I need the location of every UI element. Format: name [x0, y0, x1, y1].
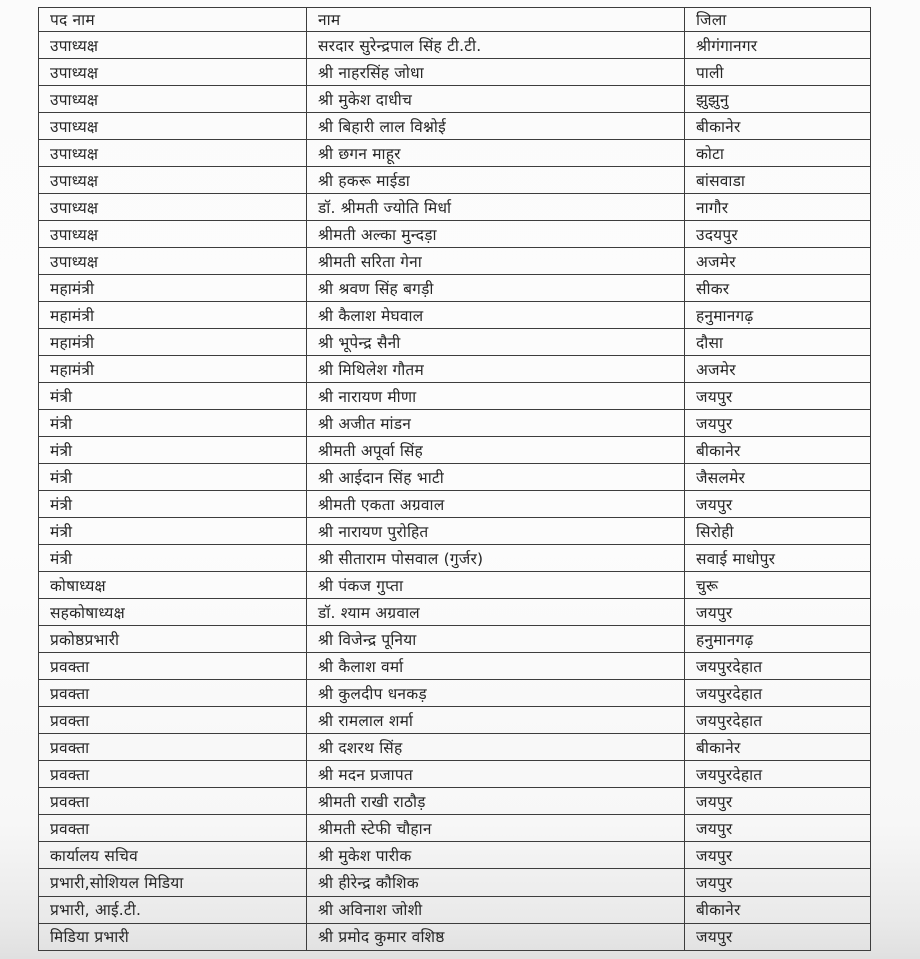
cell-position: उपाध्यक्ष — [39, 194, 307, 221]
cell-name: श्री कैलाश वर्मा — [307, 653, 685, 680]
table-row — [39, 383, 871, 410]
cell-position: उपाध्यक्ष — [39, 167, 307, 194]
cell-district: जयपुर — [685, 869, 871, 896]
cell-name: श्रीमती राखी राठौड़ — [307, 788, 685, 815]
cell-district: बीकानेर — [685, 896, 871, 923]
cell-position: मंत्री — [39, 545, 307, 572]
cell-name: सरदार सुरेन्द्रपाल सिंह टी.टी. — [307, 32, 685, 59]
cell-name: श्री विजेन्द्र पूनिया — [307, 626, 685, 653]
table-row — [39, 275, 871, 302]
cell-name: श्री अजीत मांडन — [307, 410, 685, 437]
cell-district: चुरू — [685, 572, 871, 599]
column-header-position: पद नाम — [39, 8, 307, 32]
table-body — [39, 32, 871, 951]
cell-name: श्री अविनाश जोशी — [307, 896, 685, 923]
table-row — [39, 734, 871, 761]
cell-name: श्री आईदान सिंह भाटी — [307, 464, 685, 491]
column-header-name: नाम — [307, 8, 685, 32]
cell-name: श्री मुकेश पारीक — [307, 842, 685, 869]
table-header — [39, 8, 871, 32]
table-row — [39, 194, 871, 221]
table-row — [39, 572, 871, 599]
cell-district: हनुमानगढ़ — [685, 302, 871, 329]
cell-district: बीकानेर — [685, 734, 871, 761]
cell-district: नागौर — [685, 194, 871, 221]
cell-position: महामंत्री — [39, 302, 307, 329]
table-row — [39, 869, 871, 896]
cell-name: श्री छगन माहूर — [307, 140, 685, 167]
cell-position: उपाध्यक्ष — [39, 221, 307, 248]
cell-name: श्री मुकेश दाधीच — [307, 86, 685, 113]
cell-district: बीकानेर — [685, 113, 871, 140]
table-row — [39, 842, 871, 869]
cell-position: प्रकोष्ठप्रभारी — [39, 626, 307, 653]
cell-name: श्री बिहारी लाल विश्नोई — [307, 113, 685, 140]
cell-position: महामंत्री — [39, 329, 307, 356]
cell-position: प्रवक्ता — [39, 653, 307, 680]
cell-position: उपाध्यक्ष — [39, 86, 307, 113]
table-row — [39, 356, 871, 383]
cell-name: श्री श्रवण सिंह बगड़ी — [307, 275, 685, 302]
cell-district: जयपुर — [685, 815, 871, 842]
cell-district: जयपुर — [685, 410, 871, 437]
cell-position: प्रवक्ता — [39, 734, 307, 761]
cell-district: जयपुरदेहात — [685, 707, 871, 734]
cell-district: उदयपुर — [685, 221, 871, 248]
table-row — [39, 140, 871, 167]
cell-name: श्रीमती सरिता गेना — [307, 248, 685, 275]
cell-name: श्रीमती एकता अग्रवाल — [307, 491, 685, 518]
cell-district: श्रीगंगानगर — [685, 32, 871, 59]
table-row — [39, 410, 871, 437]
cell-position: महामंत्री — [39, 356, 307, 383]
cell-position: प्रवक्ता — [39, 815, 307, 842]
table-row — [39, 923, 871, 950]
table-row — [39, 707, 871, 734]
cell-name: श्री मिथिलेश गौतम — [307, 356, 685, 383]
cell-position: मंत्री — [39, 464, 307, 491]
table-row — [39, 815, 871, 842]
cell-position: प्रवक्ता — [39, 761, 307, 788]
cell-district: सीकर — [685, 275, 871, 302]
cell-position: मंत्री — [39, 491, 307, 518]
cell-name: श्री रामलाल शर्मा — [307, 707, 685, 734]
table-row — [39, 896, 871, 923]
document-page — [38, 7, 870, 951]
table-row — [39, 32, 871, 59]
cell-position: उपाध्यक्ष — [39, 32, 307, 59]
table-row — [39, 599, 871, 626]
table-row — [39, 788, 871, 815]
cell-name: श्री पंकज गुप्ता — [307, 572, 685, 599]
table-row — [39, 113, 871, 140]
table-row — [39, 761, 871, 788]
cell-district: हनुमानगढ़ — [685, 626, 871, 653]
cell-district: अजमेर — [685, 356, 871, 383]
cell-position: मंत्री — [39, 437, 307, 464]
cell-position: उपाध्यक्ष — [39, 140, 307, 167]
table-row — [39, 653, 871, 680]
cell-district: जयपुर — [685, 842, 871, 869]
cell-position: प्रभारी,सोशियल मिडिया — [39, 869, 307, 896]
cell-district: जयपुर — [685, 383, 871, 410]
table-row — [39, 59, 871, 86]
cell-district: सिरोही — [685, 518, 871, 545]
cell-position: मिडिया प्रभारी — [39, 923, 307, 950]
cell-name: श्री नाहरसिंह जोधा — [307, 59, 685, 86]
cell-district: सवाई माधोपुर — [685, 545, 871, 572]
cell-position: मंत्री — [39, 383, 307, 410]
table-row — [39, 680, 871, 707]
table-row — [39, 167, 871, 194]
cell-name: श्री कुलदीप धनकड़ — [307, 680, 685, 707]
cell-name: श्री हीरेन्द्र कौशिक — [307, 869, 685, 896]
cell-position: प्रवक्ता — [39, 788, 307, 815]
cell-position: उपाध्यक्ष — [39, 248, 307, 275]
cell-district: अजमेर — [685, 248, 871, 275]
cell-name: श्री भूपेन्द्र सैनी — [307, 329, 685, 356]
cell-name: डॉ. श्रीमती ज्योति मिर्धा — [307, 194, 685, 221]
cell-name: श्रीमती अपूर्वा सिंह — [307, 437, 685, 464]
cell-district: जयपुर — [685, 923, 871, 950]
cell-district: बीकानेर — [685, 437, 871, 464]
officials-table — [38, 7, 871, 951]
cell-name: श्री प्रमोद कुमार वशिष्ठ — [307, 923, 685, 950]
cell-position: प्रवक्ता — [39, 707, 307, 734]
table-row — [39, 518, 871, 545]
table-row — [39, 626, 871, 653]
cell-position: कोषाध्यक्ष — [39, 572, 307, 599]
cell-position: सहकोषाध्यक्ष — [39, 599, 307, 626]
table-row — [39, 437, 871, 464]
header-row — [39, 8, 871, 32]
table-row — [39, 464, 871, 491]
cell-district: जैसलमेर — [685, 464, 871, 491]
cell-district: झुझुनु — [685, 86, 871, 113]
column-header-district: जिला — [685, 8, 871, 32]
cell-position: कार्यालय सचिव — [39, 842, 307, 869]
cell-district: बांसवाडा — [685, 167, 871, 194]
table-row — [39, 221, 871, 248]
cell-name: डॉ. श्याम अग्रवाल — [307, 599, 685, 626]
cell-name: श्री मदन प्रजापत — [307, 761, 685, 788]
table-row — [39, 491, 871, 518]
table-row — [39, 248, 871, 275]
cell-name: श्री नारायण मीणा — [307, 383, 685, 410]
cell-position: प्रवक्ता — [39, 680, 307, 707]
cell-district: जयपुर — [685, 788, 871, 815]
table-row — [39, 329, 871, 356]
table-row — [39, 302, 871, 329]
cell-name: श्री दशरथ सिंह — [307, 734, 685, 761]
cell-name: श्रीमती अल्का मुन्दड़ा — [307, 221, 685, 248]
cell-position: उपाध्यक्ष — [39, 59, 307, 86]
cell-district: दौसा — [685, 329, 871, 356]
cell-name: श्री हकरू माईडा — [307, 167, 685, 194]
cell-district: जयपुर — [685, 599, 871, 626]
cell-district: जयपुरदेहात — [685, 653, 871, 680]
cell-name: श्रीमती स्टेफी चौहान — [307, 815, 685, 842]
cell-district: जयपुर — [685, 491, 871, 518]
cell-position: प्रभारी, आई.टी. — [39, 896, 307, 923]
cell-name: श्री सीताराम पोसवाल (गुर्जर) — [307, 545, 685, 572]
cell-name: श्री नारायण पुरोहित — [307, 518, 685, 545]
table-row — [39, 86, 871, 113]
cell-district: कोटा — [685, 140, 871, 167]
cell-position: मंत्री — [39, 518, 307, 545]
cell-position: उपाध्यक्ष — [39, 113, 307, 140]
cell-position: मंत्री — [39, 410, 307, 437]
table-row — [39, 545, 871, 572]
cell-district: जयपुरदेहात — [685, 761, 871, 788]
cell-district: पाली — [685, 59, 871, 86]
cell-name: श्री कैलाश मेघवाल — [307, 302, 685, 329]
cell-district: जयपुरदेहात — [685, 680, 871, 707]
cell-position: महामंत्री — [39, 275, 307, 302]
